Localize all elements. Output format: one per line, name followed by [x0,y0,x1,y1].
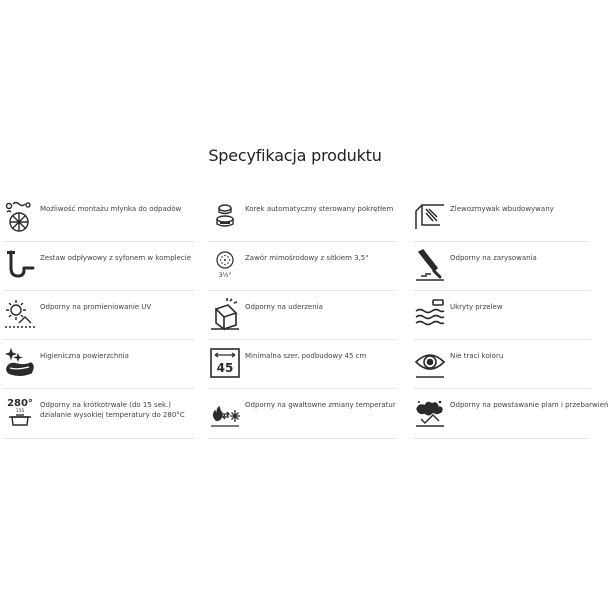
spec-item-drain-plug [208,193,396,242]
siphon-icon [3,248,37,282]
drain-plug-icon [208,199,242,233]
spec-label: Odporny na uderzenia [245,303,323,311]
spec-label: Odporny na krótkotrwałe (do 15 sek.) działanie wysokiej temperatury do 280°C [40,401,185,419]
spec-item-strainer [208,242,396,291]
spec-item-impact [208,291,396,340]
spec-label: Odporny na zarysowania [450,254,537,262]
cabinet-width-text: 45 [216,361,234,375]
strainer-valve-icon [208,248,242,282]
spec-item-stain [413,389,608,439]
spec-item-scratch [413,242,590,291]
eye-color-icon [413,346,447,380]
built-in-sink-icon [413,199,447,233]
thermal-shock-icon [208,395,242,429]
grinder-icon [3,199,37,233]
spec-item-overflow [413,291,590,340]
spec-label: Zlewozmywak wbudowywany [450,205,554,213]
spec-item-cabinet [208,340,396,389]
spec-label: Odporny na powstawanie plam i przebarwień [450,401,608,409]
spec-label: Możliwość montażu młynka do odpadów [40,205,182,213]
spec-item-color [413,340,590,389]
knife-scratch-icon [413,248,447,282]
uv-sun-icon [3,297,37,331]
page-title: Specyfikacja produktu [208,146,382,165]
heat-280-icon-subtext: 15S [15,409,25,414]
sparkle-sponge-icon [3,346,37,380]
spec-item-thermal [208,389,396,439]
spec-label: Korek automatyczny sterowany pokrętłem [245,205,394,213]
spec-label: Higieniczna powierzchnia [40,352,129,360]
cabinet-45-icon [208,346,242,380]
spec-item-grinder [3,193,195,242]
hidden-overflow-icon [413,297,447,331]
strainer-size-text: 3½" [218,272,232,279]
spec-item-uv [3,291,195,340]
spec-label: Minimalna szer. podbudowy 45 cm [245,352,367,360]
spec-label: Odporny na promieniowanie UV [40,303,152,311]
spec-item-hygiene [3,340,195,389]
spec-column-1 [3,193,195,439]
spec-label: Ukryty przelew [450,303,503,311]
stain-splash-icon [413,395,447,429]
spec-label: Zawór mimośrodowy z sitkiem 3,5" [245,254,369,262]
spec-item-heat [3,389,195,439]
spec-item-built-in [413,193,590,242]
spec-label: Odporny na gwałtowne zmiany temperatur [245,401,396,409]
spec-label: Zestaw odpływowy z syfonem w komplecie [40,254,192,262]
spec-column-3 [413,193,608,439]
spec-label: Nie traci koloru [450,352,504,360]
spec-item-siphon [3,242,195,291]
heat-280-icon-text: 280° [7,398,33,409]
impact-cube-icon [208,297,242,331]
spec-column-2 [208,193,396,439]
heat-280-icon [3,395,37,429]
